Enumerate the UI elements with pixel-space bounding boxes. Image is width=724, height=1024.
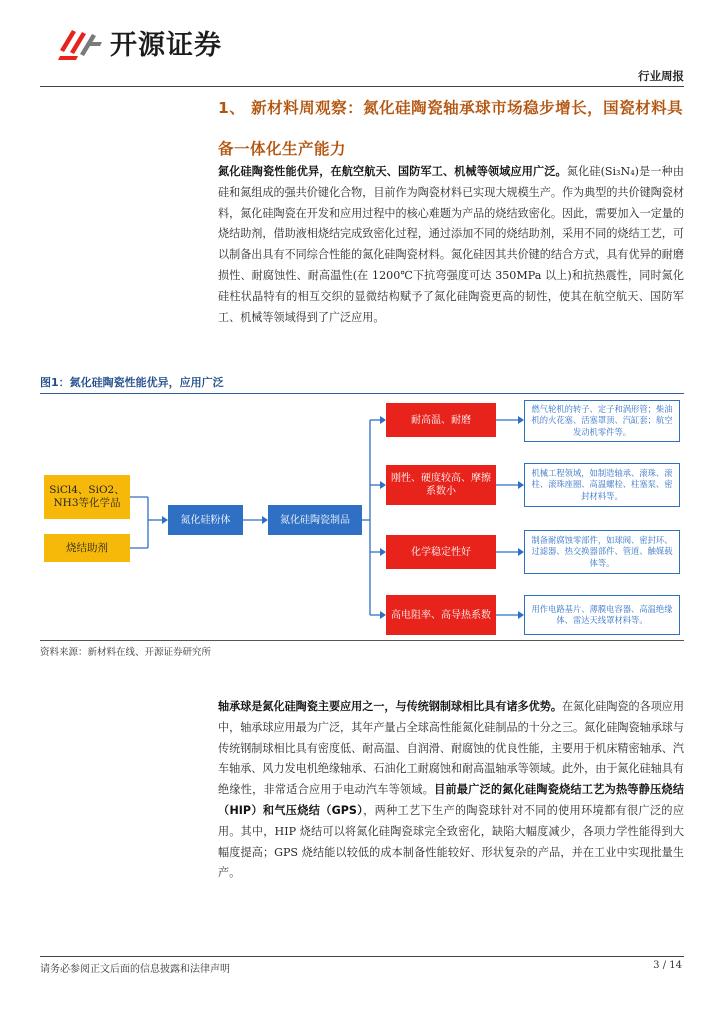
application-box: 机械工程领域，如制造轴承、滚珠、滚柱、滚珠座圈、高温螺栓、柱塞泵、密封材料等。 <box>524 463 680 507</box>
powder-box: 氮化硅粉体 <box>168 505 243 535</box>
figure-title: 图1：氮化硅陶瓷性能优异，应用广泛 <box>40 376 224 389</box>
figure-source: 资料来源：新材料在线、开源证券研究所 <box>40 647 212 658</box>
property-box: 耐高温、耐磨 <box>386 403 496 437</box>
application-box: 用作电路基片、薄膜电容器、高温绝缘体、雷达天线罩材料等。 <box>524 595 680 635</box>
property-box: 高电阻率、高导热系数 <box>386 595 496 635</box>
paragraph-lead: 轴承球是氮化硅陶瓷主要应用之一，与传统钢制球相比具有诸多优势。 <box>218 700 562 713</box>
product-box: 氮化硅陶瓷制品 <box>268 505 362 535</box>
footer-divider <box>40 956 684 957</box>
brand-mark-icon <box>58 22 104 62</box>
application-box: 燃气轮机的转子、定子和涡形管；柴油机的火花塞、活塞罩顶、汽缸套；航空发动机零件等。 <box>524 400 680 442</box>
paragraph-body: 在氮化硅陶瓷的各项应用中，轴承球应用最为广泛，其年产量占全球高性能氮化硅制品的十分之三。氮化硅陶瓷轴承球与传统钢制球相比具有密度低、耐高温、自润滑、耐腐蚀的优良性能，主要用于机床精密轴承、汽车轴承、风力发电机绝缘轴承、石油化工耐腐蚀和耐高温轴承等领域。此外，由于氮化硅轴具有绝缘性，非常适合应用于电动汽车等领域。 <box>218 700 684 797</box>
figure-bottom-rule <box>40 640 684 641</box>
header-divider <box>40 86 684 87</box>
footer-disclaimer: 请务必参阅正文后面的信息披露和法律声明 <box>40 964 230 975</box>
paragraph-body-sintering: ，两种工艺下生产的陶瓷球针对不同的使用环境都有很广泛的应用。其中，HIP 烧结可以将氮化硅陶瓷球完全致密化，缺陷大幅度减少，各项力学性能得到大幅度提高；GPS 烧结能以较低的成本制备性能较好、形状复杂的产品，并在工业中实现批量生产。 <box>218 803 684 880</box>
paragraph-ceramic-properties <box>218 162 684 328</box>
brand-logo <box>58 18 222 66</box>
report-type-label: 行业周报 <box>638 69 684 83</box>
input-chemicals-box: SiCl4、SiO2、NH3等化学品 <box>44 475 130 519</box>
property-box: 化学稳定性好 <box>386 535 496 569</box>
paragraph-body: 氮化硅(Si₃N₄)是一种由硅和氮组成的强共价键化合物，目前作为陶瓷材料已实现大规模生产。作为典型的共价键陶瓷材料，氮化硅陶瓷在开发和应用过程中的核心难题为产品的烧结致密化。因此，需要加入一定量的烧结助剂，借助液相烧结完成致密化过程，通过添加不同的烧结助剂，采用不同的烧结工艺，可以制备出具有不同综合性能的氮化硅陶瓷材料。氮化硅因其共价键的结合方式，具有优异的耐磨损性、耐腐蚀性、耐高温性(在 1200℃下抗弯强度可达 350MPa 以上)和抗热震性，同时氮化硅柱状晶特有的相互交织的显微结构赋予了氮化硅陶瓷更高的韧性，使其在航空航天、国防军工、机械等领域得到了广泛应用。 <box>218 165 684 324</box>
paragraph-bearing-balls <box>218 697 684 884</box>
property-box: 刚性、硬度较高、摩擦系数小 <box>386 465 496 505</box>
application-diagram <box>40 395 684 639</box>
page-number: 3 / 14 <box>653 960 682 971</box>
figure-top-rule <box>40 393 684 394</box>
application-box: 制备耐腐蚀零部件，如球阀、密封环、过滤器、热交换器部件、管道、触媒载体等。 <box>524 530 680 574</box>
section-title: 1、 新材料周观察：氮化硅陶瓷轴承球市场稳步增长，国瓷材料具备一体化生产能力 <box>218 99 684 158</box>
paragraph-lead: 氮化硅陶瓷性能优异，在航空航天、国防军工、机械等领域应用广泛。 <box>218 165 567 178</box>
input-sintering-aid-box: 烧结助剂 <box>44 534 130 562</box>
brand-name: 开源证券 <box>110 29 222 61</box>
paragraph-lead-sintering: 目前最广泛的氮化硅陶瓷烧结工艺为热等静压烧结（HIP）和气压烧结（GPS） <box>218 783 684 817</box>
